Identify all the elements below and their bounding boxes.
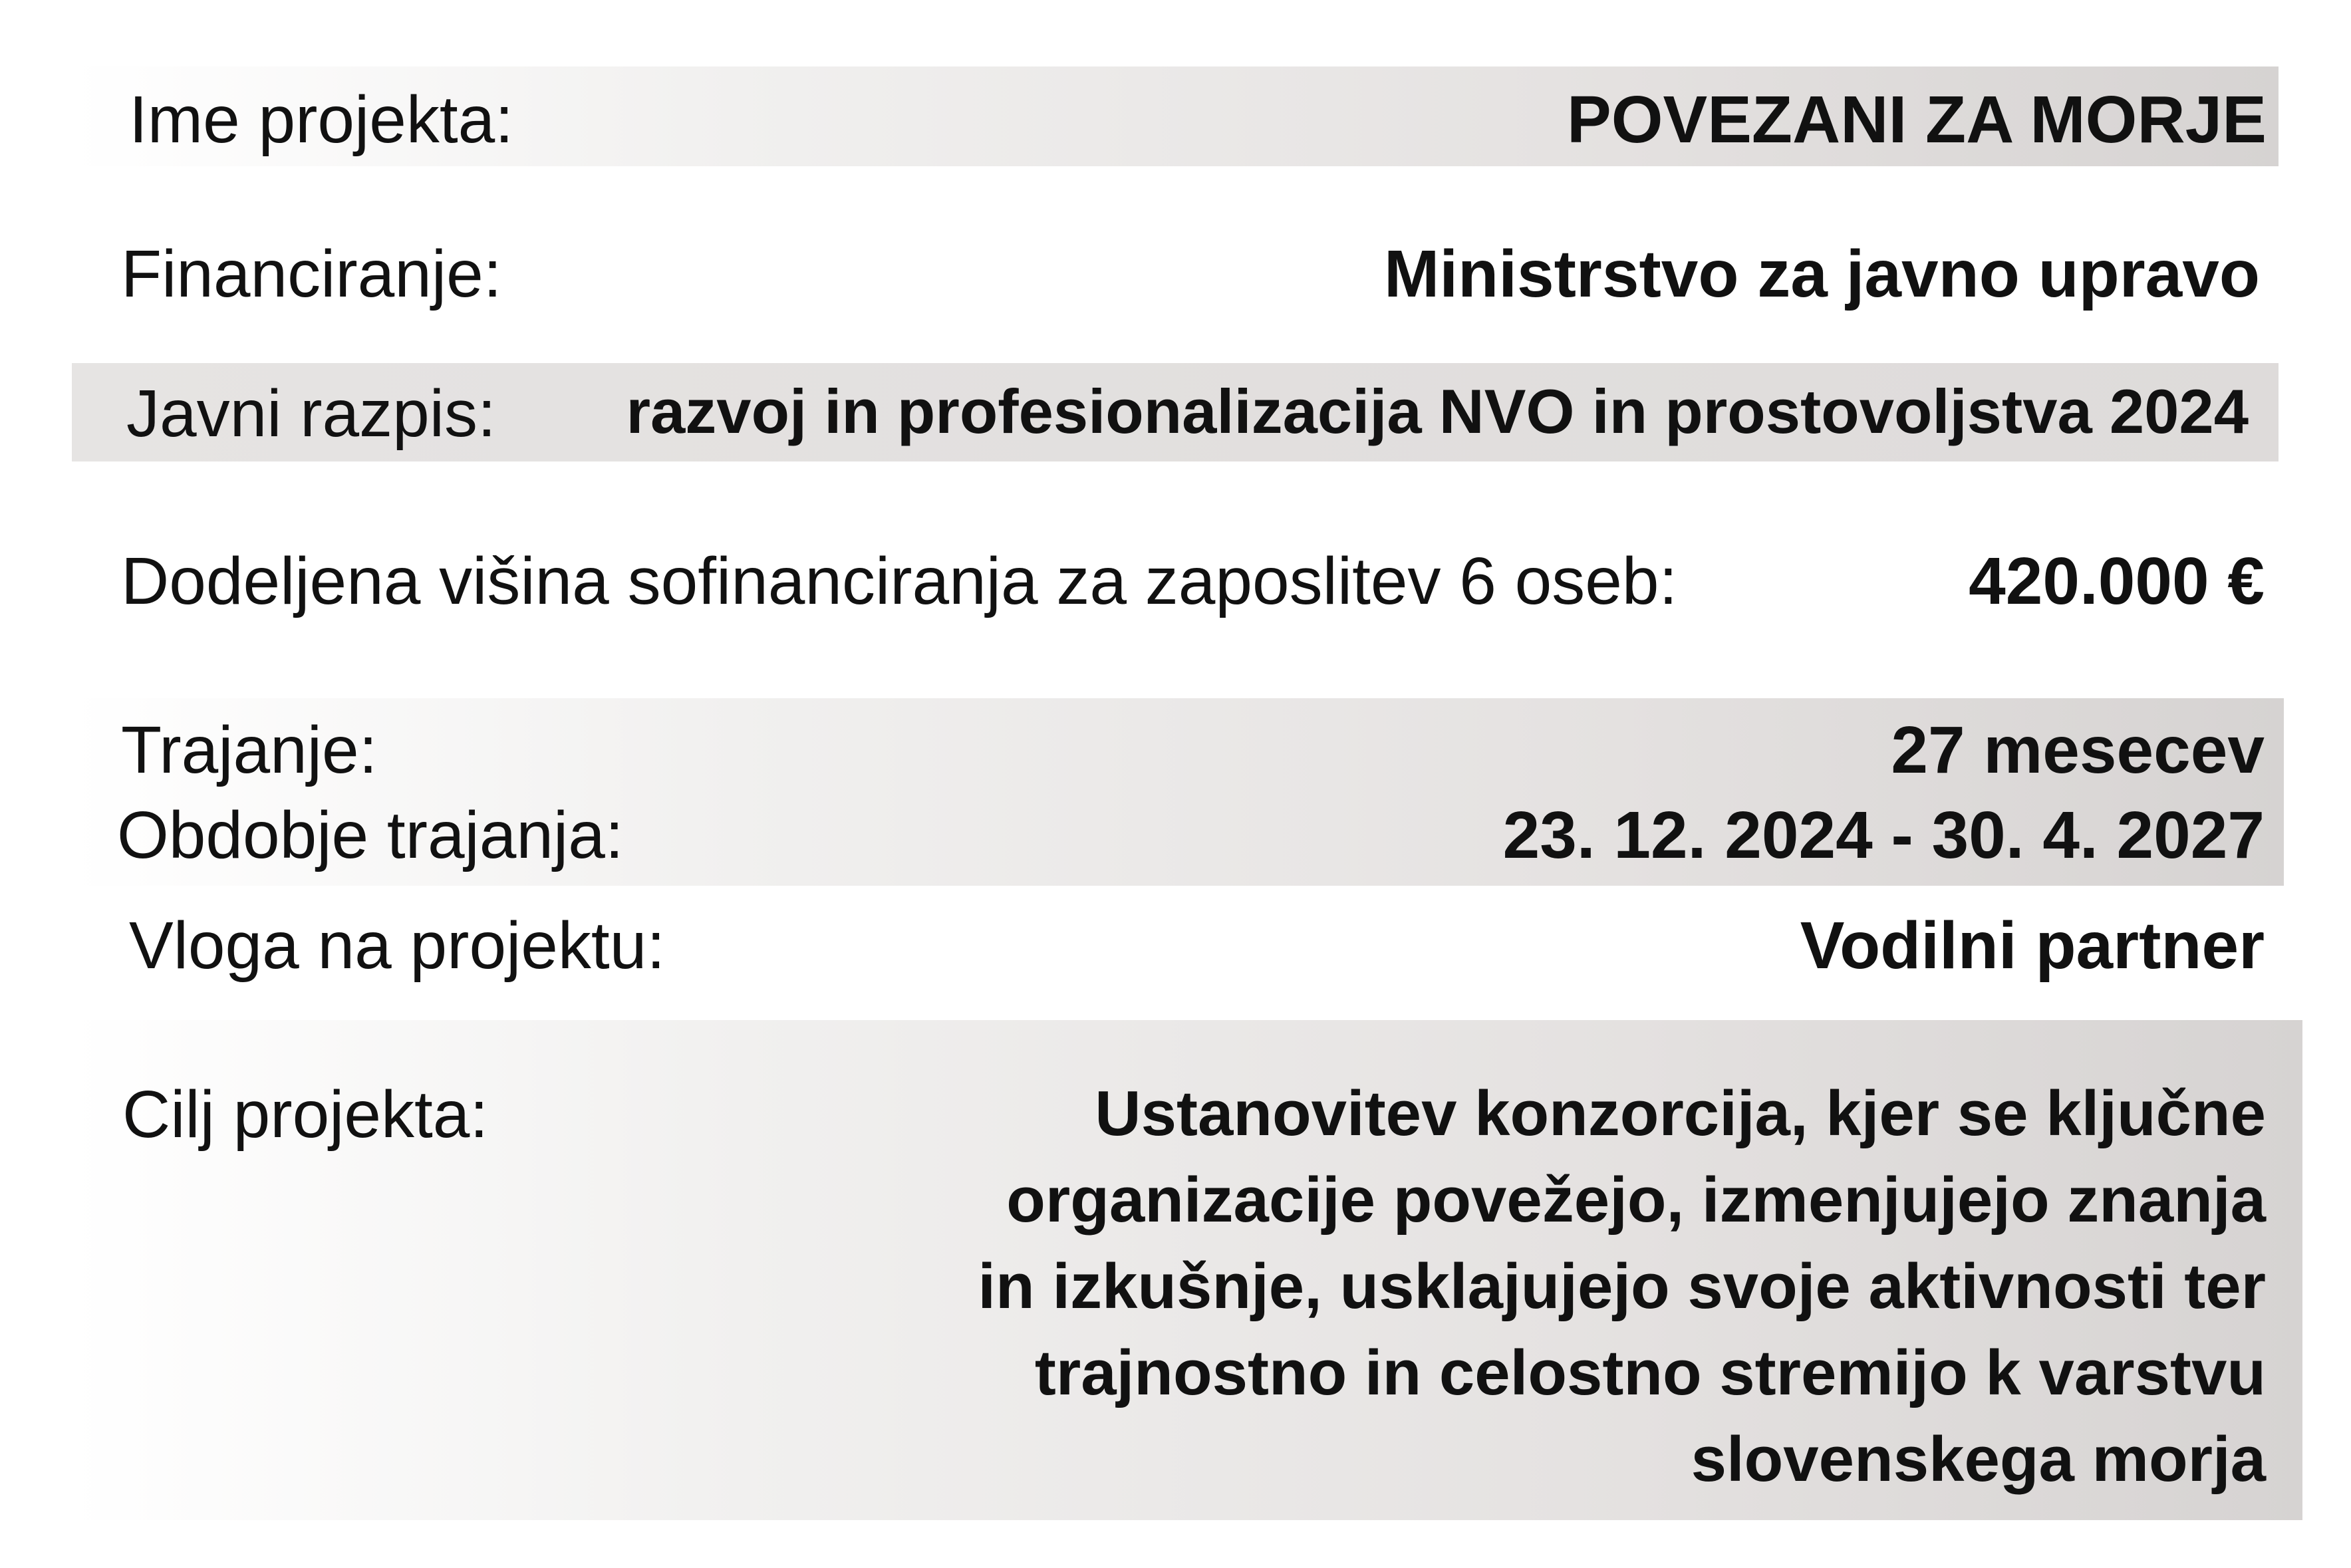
cilj-line-4: trajnostno in celostno stremijo k varstvu <box>1034 1337 2266 1408</box>
cilj-line-2: organizacije povežejo, izmenjujejo znanja <box>1006 1164 2266 1236</box>
cilj-value <box>803 1071 2266 1503</box>
sofinanciranje-label: Dodeljena višina sofinanciranja za zaposlitev 6 oseb: <box>121 544 1678 618</box>
ime-projekta-label: Ime projekta: <box>129 82 514 157</box>
cilj-label: Cilj projekta: <box>122 1077 489 1152</box>
cilj-line-5: slovenskega morja <box>1691 1424 2266 1495</box>
sofinanciranje-value: 420.000 € <box>1969 544 2265 618</box>
vloga-value: Vodilni partner <box>1800 908 2265 983</box>
obdobje-trajanja-label: Obdobje trajanja: <box>117 798 624 872</box>
trajanje-value: 27 mesecev <box>1891 713 2265 787</box>
obdobje-trajanja-value: 23. 12. 2024 - 30. 4. 2027 <box>1502 798 2265 872</box>
financiranje-label: Financiranje: <box>121 237 502 311</box>
ime-projekta-value: POVEZANI ZA MORJE <box>1567 82 2267 157</box>
cilj-line-3: in izkušnje, usklajujejo svoje aktivnosti ter <box>978 1251 2266 1322</box>
trajanje-label: Trajanje: <box>121 713 378 787</box>
cilj-line-1: Ustanovitev konzorcija, kjer se ključne <box>1095 1078 2266 1149</box>
financiranje-value: Ministrstvo za javno upravo <box>1384 237 2260 311</box>
javni-razpis-label: Javni razpis: <box>126 376 496 451</box>
javni-razpis-value: razvoj in profesionalizacija NVO in prostovoljstva 2024 <box>626 376 2249 446</box>
vloga-label: Vloga na projektu: <box>129 908 666 983</box>
